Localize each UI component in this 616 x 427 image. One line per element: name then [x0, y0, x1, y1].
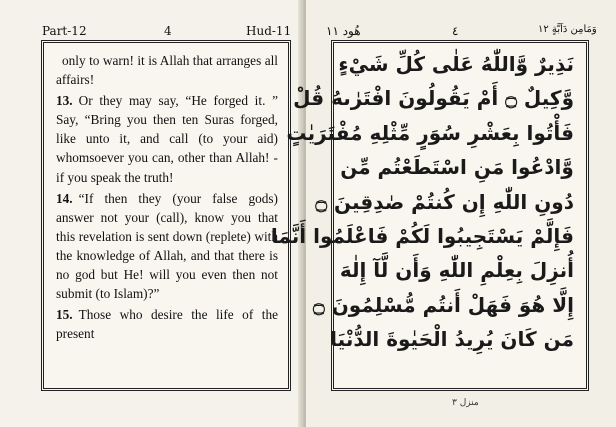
- left-page: [0, 0, 300, 427]
- arabic-line: نَذِيرٌ وَّاللّٰهُ عَلٰى كُلِّ شَيْءٍ: [338, 52, 574, 76]
- verse-paragraph: 15. Those who desire the life of the present: [56, 307, 278, 342]
- arabic-line: وَّادْعُوا مَنِ اسْتَطَعْتُم مِّن: [340, 155, 574, 180]
- verse-paragraph: 14. “If then they (your false gods) answer not your (call), know you that this revelation is sent down (replete) with the knowledge of Allah, and that there is no god but He! will you even then not submit (to Islam)?”: [56, 190, 278, 302]
- right-header-page-number: ٤: [452, 24, 459, 38]
- left-header-page-number: 4: [164, 24, 172, 38]
- arabic-text: [270, 47, 574, 357]
- manzil-footer: منزل ٣: [452, 398, 479, 408]
- right-header-juz: وَمَامِن دَآبَّةٍ ١٢: [538, 24, 597, 35]
- arabic-frame: [270, 40, 589, 391]
- right-header-surah: هُود ١١: [326, 24, 361, 38]
- left-header-part: Part-12: [42, 24, 87, 38]
- translation-frame: [41, 40, 291, 391]
- arabic-line: مَن كَانَ يُرِيدُ الْحَيٰوةَ الدُّنْيَا: [330, 327, 574, 352]
- translation-text: [56, 51, 278, 343]
- verse-paragraph: 13. Or they may say, “He forged it. ” Say, “Bring you then ten Suras forged, like unto it, and call (to your aid) whomsoever you can, other than Allah! - if you speak the truth!: [56, 93, 278, 185]
- verse-paragraph: only to warn! it is Allah that arranges all affairs!: [56, 53, 278, 88]
- arabic-line: إِلَّا هُوَ فَهَلْ أَنتُم مُّسْلِمُونَ ۝: [313, 292, 574, 317]
- arabic-line: فَإِلَّمْ يَسْتَجِيبُوا لَكُمْ فَاعْلَمُوا أَنَّمَا: [270, 223, 574, 248]
- left-header-surah: Hud-11: [246, 24, 292, 38]
- arabic-line: وَّكِيلٌ ۝ أَمْ يَقُولُونَ افْتَرٰىهُ قُلْ: [293, 86, 574, 111]
- arabic-line: دُونِ اللّٰهِ إِن كُنتُمْ صٰدِقِينَ ۝: [315, 189, 574, 214]
- arabic-line: فَأْتُوا بِعَشْرِ سُوَرٍ مِّثْلِهِ مُفْتَرَيٰتٍ: [286, 120, 574, 145]
- arabic-line: أُنزِلَ بِعِلْمِ اللّٰهِ وَأَن لَّآ إِلٰهَ: [339, 258, 574, 283]
